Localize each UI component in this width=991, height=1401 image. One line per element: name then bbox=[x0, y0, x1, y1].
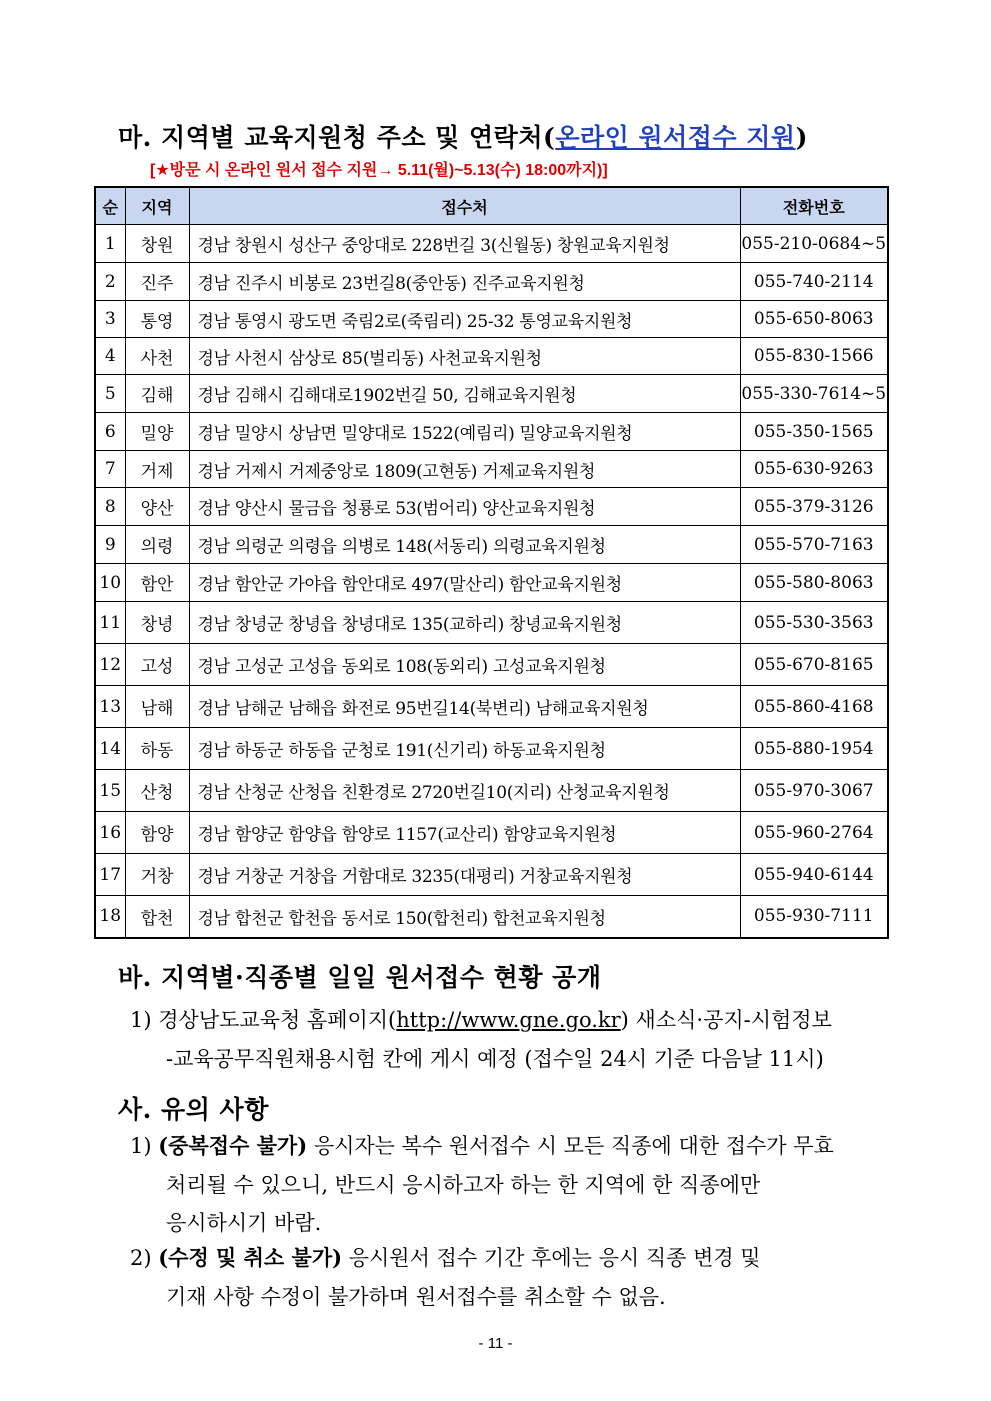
cell-region: 사천 bbox=[125, 338, 189, 375]
header-region: 지역 bbox=[125, 187, 189, 225]
cell-number: 5 bbox=[95, 375, 125, 413]
caution-item1-line2: 처리될 수 있으니, 반드시 응시하고자 하는 한 지역에 한 직종에만 bbox=[166, 1173, 761, 1197]
cell-number: 2 bbox=[95, 263, 125, 301]
cell-number: 7 bbox=[95, 451, 125, 488]
table-row bbox=[95, 854, 888, 896]
cell-region: 진주 bbox=[125, 263, 189, 301]
cell-office-address: 경남 거창군 거창읍 거함대로 3235(대평리) 거창교육지원청 bbox=[189, 854, 740, 896]
cell-phone: 055-930-7111 bbox=[740, 896, 888, 938]
cell-phone: 055-740-2114 bbox=[740, 263, 888, 301]
cell-number: 6 bbox=[95, 413, 125, 451]
table-row bbox=[95, 413, 888, 451]
table-row bbox=[95, 526, 888, 564]
cell-phone: 055-940-6144 bbox=[740, 854, 888, 896]
cell-number: 16 bbox=[95, 812, 125, 854]
online-application-link[interactable]: 온라인 원서접수 지원 bbox=[555, 123, 796, 152]
cell-region: 의령 bbox=[125, 526, 189, 564]
table-row bbox=[95, 564, 888, 602]
cell-office-address: 경남 창원시 성산구 중앙대로 228번길 3(신월동) 창원교육지원청 bbox=[189, 225, 740, 263]
office-contact-table bbox=[94, 186, 889, 939]
cell-office-address: 경남 하동군 하동읍 군청로 191(신기리) 하동교육지원청 bbox=[189, 728, 740, 770]
cell-number: 13 bbox=[95, 686, 125, 728]
cell-office-address: 경남 창녕군 창녕읍 창녕대로 135(교하리) 창녕교육지원청 bbox=[189, 602, 740, 644]
section-sa-heading: 사. 유의 사항 bbox=[118, 1095, 269, 1124]
cell-office-address: 경남 통영시 광도면 죽림2로(죽림리) 25-32 통영교육지원청 bbox=[189, 301, 740, 338]
cell-region: 하동 bbox=[125, 728, 189, 770]
cell-phone: 055-570-7163 bbox=[740, 526, 888, 564]
table-row bbox=[95, 301, 888, 338]
table-row bbox=[95, 812, 888, 854]
caution-item2-label: (수정 및 취소 불가) bbox=[158, 1245, 343, 1270]
section-ba-item1 bbox=[130, 1004, 832, 1034]
cell-region: 고성 bbox=[125, 644, 189, 686]
cell-office-address: 경남 고성군 고성읍 동외로 108(동외리) 고성교육지원청 bbox=[189, 644, 740, 686]
caution-item2-line2: 기재 사항 수정이 불가하며 원서접수를 취소할 수 없음. bbox=[166, 1285, 666, 1309]
cell-number: 8 bbox=[95, 488, 125, 526]
cell-region: 함안 bbox=[125, 564, 189, 602]
caution-item2 bbox=[130, 1242, 761, 1272]
cell-number: 14 bbox=[95, 728, 125, 770]
cell-office-address: 경남 함안군 가야읍 함안대로 497(말산리) 함안교육지원청 bbox=[189, 564, 740, 602]
cell-phone: 055-580-8063 bbox=[740, 564, 888, 602]
table-row bbox=[95, 728, 888, 770]
cell-office-address: 경남 함양군 함양읍 함양로 1157(교산리) 함양교육지원청 bbox=[189, 812, 740, 854]
cell-number: 3 bbox=[95, 301, 125, 338]
cell-number: 15 bbox=[95, 770, 125, 812]
table-row bbox=[95, 375, 888, 413]
cell-phone: 055-650-8063 bbox=[740, 301, 888, 338]
cell-number: 12 bbox=[95, 644, 125, 686]
cell-office-address: 경남 산청군 산청읍 친환경로 2720번길10(지리) 산청교육지원청 bbox=[189, 770, 740, 812]
table-row bbox=[95, 451, 888, 488]
cell-number: 1 bbox=[95, 225, 125, 263]
table-row bbox=[95, 644, 888, 686]
page-number: - 11 - bbox=[478, 1335, 513, 1352]
cell-region: 밀양 bbox=[125, 413, 189, 451]
cell-office-address: 경남 진주시 비봉로 23번길8(중안동) 진주교육지원청 bbox=[189, 263, 740, 301]
cell-number: 11 bbox=[95, 602, 125, 644]
cell-region: 양산 bbox=[125, 488, 189, 526]
section-ma-title: 마. 지역별 교육지원청 주소 및 연락처( bbox=[118, 123, 556, 152]
caution-item1-number: 1) bbox=[130, 1134, 159, 1158]
cell-region: 창원 bbox=[125, 225, 189, 263]
cell-phone: 055-970-3067 bbox=[740, 770, 888, 812]
cell-number: 4 bbox=[95, 338, 125, 375]
cell-region: 남해 bbox=[125, 686, 189, 728]
table-row bbox=[95, 225, 888, 263]
table-row bbox=[95, 770, 888, 812]
cell-phone: 055-830-1566 bbox=[740, 338, 888, 375]
caution-item1-label: (중복접수 불가) bbox=[158, 1133, 308, 1158]
table-row bbox=[95, 338, 888, 375]
cell-phone: 055-210-0684~5 bbox=[740, 225, 888, 263]
caution-item1 bbox=[130, 1130, 834, 1160]
cell-region: 산청 bbox=[125, 770, 189, 812]
header-office: 접수처 bbox=[189, 187, 740, 225]
item1-suffix: ) 새소식·공지-시험정보 bbox=[620, 1008, 832, 1032]
cell-number: 18 bbox=[95, 896, 125, 938]
cell-region: 거제 bbox=[125, 451, 189, 488]
caution-item2-text: 응시원서 접수 기간 후에는 응시 직종 변경 및 bbox=[342, 1246, 761, 1270]
cell-phone: 055-960-2764 bbox=[740, 812, 888, 854]
table-row bbox=[95, 602, 888, 644]
cell-phone: 055-880-1954 bbox=[740, 728, 888, 770]
cell-phone: 055-630-9263 bbox=[740, 451, 888, 488]
cell-phone: 055-860-4168 bbox=[740, 686, 888, 728]
cell-region: 거창 bbox=[125, 854, 189, 896]
cell-office-address: 경남 의령군 의령읍 의병로 148(서동리) 의령교육지원청 bbox=[189, 526, 740, 564]
table-header-row bbox=[95, 187, 888, 225]
header-phone: 전화번호 bbox=[740, 187, 888, 225]
table-body bbox=[95, 225, 888, 938]
table-row bbox=[95, 263, 888, 301]
cell-office-address: 경남 김해시 김해대로1902번길 50, 김해교육지원청 bbox=[189, 375, 740, 413]
cell-office-address: 경남 밀양시 상남면 밀양대로 1522(예림리) 밀양교육지원청 bbox=[189, 413, 740, 451]
table-row bbox=[95, 488, 888, 526]
item1-prefix: 1) 경상남도교육청 홈페이지( bbox=[130, 1008, 397, 1032]
caution-item1-line3: 응시하시기 바람. bbox=[166, 1211, 322, 1235]
section-ma-heading bbox=[118, 118, 808, 154]
cell-region: 합천 bbox=[125, 896, 189, 938]
cell-number: 9 bbox=[95, 526, 125, 564]
caution-item1-text: 응시자는 복수 원서접수 시 모든 직종에 대한 접수가 무효 bbox=[307, 1134, 834, 1158]
cell-office-address: 경남 양산시 물금읍 청룡로 53(범어리) 양산교육지원청 bbox=[189, 488, 740, 526]
section-ba-heading: 바. 지역별·직종별 일일 원서접수 현황 공개 bbox=[118, 963, 602, 992]
gne-homepage-link[interactable]: http://www.gne.go.kr bbox=[396, 1008, 621, 1032]
section-ba-item1-line2: -교육공무직원채용시험 칸에 게시 예정 (접수일 24시 기준 다음날 11시) bbox=[166, 1047, 824, 1071]
cell-phone: 055-330-7614~5 bbox=[740, 375, 888, 413]
cell-region: 김해 bbox=[125, 375, 189, 413]
cell-region: 통영 bbox=[125, 301, 189, 338]
cell-number: 10 bbox=[95, 564, 125, 602]
cell-region: 창녕 bbox=[125, 602, 189, 644]
header-number: 순 bbox=[95, 187, 125, 225]
cell-region: 함양 bbox=[125, 812, 189, 854]
caution-item2-number: 2) bbox=[130, 1246, 159, 1270]
table-row bbox=[95, 896, 888, 938]
visit-support-notice: [★방문 시 온라인 원서 접수 지원→ 5.11(월)~5.13(수) 18:00까지)] bbox=[150, 162, 608, 179]
table-row bbox=[95, 686, 888, 728]
cell-office-address: 경남 사천시 삼상로 85(벌리동) 사천교육지원청 bbox=[189, 338, 740, 375]
cell-office-address: 경남 거제시 거제중앙로 1809(고현동) 거제교육지원청 bbox=[189, 451, 740, 488]
section-ma-title-end: ) bbox=[795, 123, 808, 152]
cell-number: 17 bbox=[95, 854, 125, 896]
cell-office-address: 경남 남해군 남해읍 화전로 95번길14(북변리) 남해교육지원청 bbox=[189, 686, 740, 728]
cell-phone: 055-670-8165 bbox=[740, 644, 888, 686]
cell-phone: 055-350-1565 bbox=[740, 413, 888, 451]
cell-phone: 055-379-3126 bbox=[740, 488, 888, 526]
cell-phone: 055-530-3563 bbox=[740, 602, 888, 644]
cell-office-address: 경남 합천군 합천읍 동서로 150(합천리) 합천교육지원청 bbox=[189, 896, 740, 938]
